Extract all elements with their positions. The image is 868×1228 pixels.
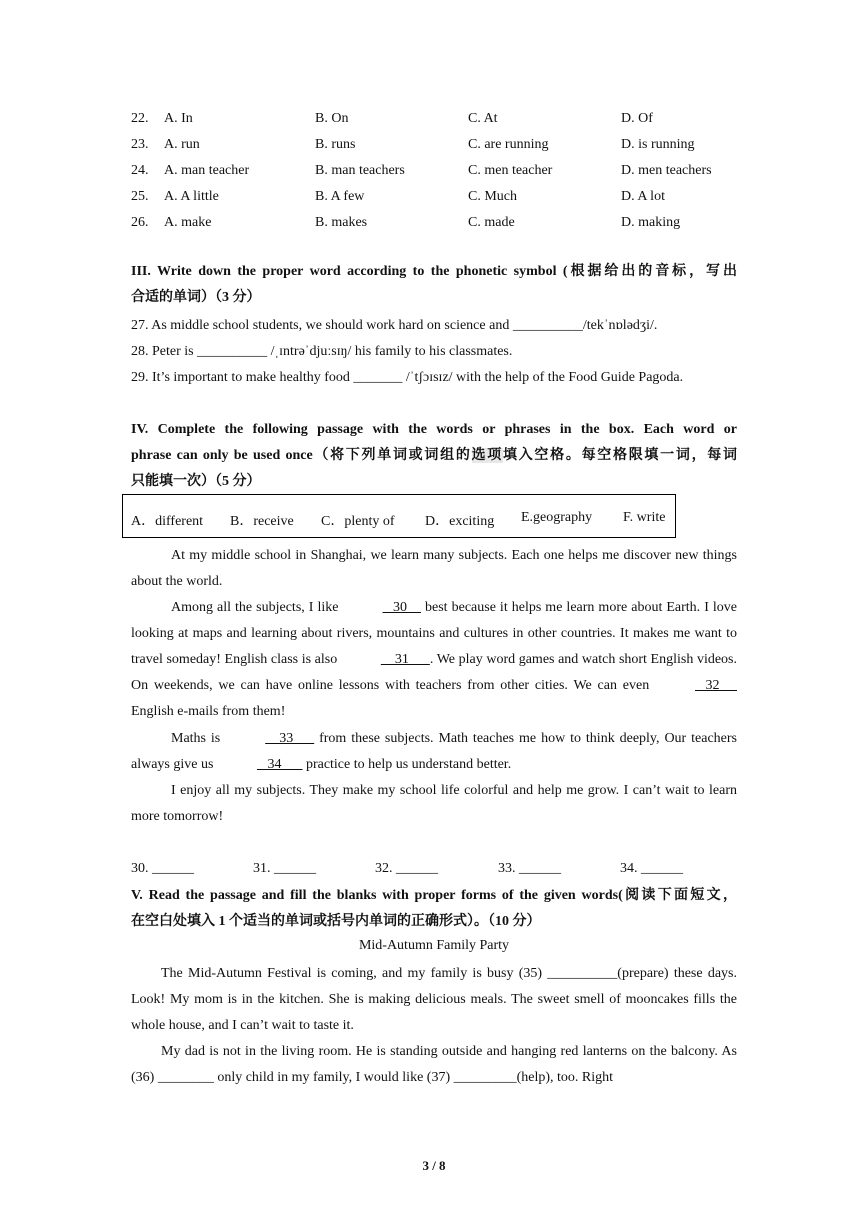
question-27: 27. As middle school students, we should work hard on science and __________/tekˈnɒlədʒi/. [131,318,658,333]
answer-blank: 34. ______ [620,861,683,876]
question-number: 22. [131,111,149,126]
passage-text: . We play word games and watch short English videos. On weekends, we can have online lessons with teachers from other cities. We can even [131,652,737,693]
passage-text: Among all the subjects, I like [171,600,343,615]
option-c: C. are running [468,137,549,152]
option-b: B. A few [315,189,365,204]
option-row [131,137,741,155]
section-4-heading-cont [131,443,737,469]
section-4-heading: IV. Complete the following passage with the words or phrases in the box. Each word or [131,422,737,437]
word-box [122,494,676,538]
option-b: B. makes [315,215,368,230]
question-number: 24. [131,163,149,178]
highlighted-text: 选项 [471,448,503,463]
question-29: 29. It’s important to make healthy food _______ /ˈtʃɔɪsɪz/ with the help of the Food Guide Pagoda. [131,370,684,385]
option-d: D. making [621,215,681,230]
passage-paragraph [131,726,737,778]
option-c: C. Much [468,189,517,204]
section-3-heading-cont: 合适的单词）（3 分） [131,290,261,305]
option-d: D. A lot [621,189,665,204]
blank-31: 31 [380,652,430,667]
heading-text: 填入空格。每空格限填一词，每词 [502,448,738,463]
answer-blank: 30. ______ [131,861,194,876]
question-number: 23. [131,137,149,152]
question-28: 28. Peter is __________ /ˌɪntrəˈdjuːsɪŋ/ his family to his classmates. [131,344,513,359]
option-c: C. made [468,215,515,230]
answer-blank: 32. ______ [375,861,438,876]
word-option: E.geography [521,510,593,525]
word-option: A．different [131,514,204,529]
question-number: 26. [131,215,149,230]
word-option: D．exciting [425,514,495,529]
section-4-heading-end: 只能填一次）（5 分） [131,474,261,489]
option-a: A. run [164,137,200,152]
option-row [131,189,741,207]
passage-paragraph: I enjoy all my subjects. They make my school life colorful and help me grow. I can’t wait to learn more tomorrow! [131,783,737,824]
option-b: B. man teachers [315,163,405,178]
option-a: A. In [164,111,193,126]
page-number: 3 / 8 [422,1158,446,1173]
section-5-heading-cont: 在空白处填入 1 个适当的单词或括号内单词的正确形式）。（10 分） [131,914,541,929]
option-d: D. men teachers [621,163,712,178]
option-b: B. runs [315,137,356,152]
blank-32: 32 [695,678,737,693]
passage-paragraph [131,595,737,725]
option-a: A. make [164,215,212,230]
option-a: A. man teacher [164,163,250,178]
answer-blank: 31. ______ [253,861,316,876]
answer-blank: 33. ______ [498,861,561,876]
passage-paragraph: The Mid-Autumn Festival is coming, and my family is busy (35) __________(prepare) these days. Look! My mom is in the kitchen. She is making delicious meals. The sweet smell of mooncakes fills the whole house, and I can’t wait to taste it. [131,966,737,1033]
word-option: C．plenty of [321,514,395,529]
option-a: A. A little [164,189,219,204]
passage-text: practice to help us understand better. [302,757,512,772]
option-row [131,163,741,181]
option-c: C. men teacher [468,163,553,178]
passage-text: English e-mails from them! [131,704,286,719]
passage-title: Mid-Autumn Family Party [358,938,510,953]
blank-30: 30 [382,600,421,615]
option-d: D. is running [621,137,695,152]
passage-paragraph: My dad is not in the living room. He is standing outside and hanging red lanterns on the balcony. As (36) ________ only child in my family, I would like (37) _________(help), too. Right [131,1044,737,1085]
word-option: F. write [623,510,666,525]
passage-text: from these subjects. Math teaches me how to think deeply, Our teachers always give us [131,731,737,772]
passage-text: best because it helps me learn more about Earth. I love looking at maps and learning about rivers, mountains and cultures in other countries. It makes me want to travel someday! English class is also [131,600,737,667]
word-option: B．receive [230,514,294,529]
blank-34: 34 [256,757,303,772]
answer-blanks [131,861,741,879]
section-3-heading: III. Write down the proper word according to the phonetic symbol (根据给出的音标，写出 [131,264,737,279]
option-row [131,111,741,129]
option-b: B. On [315,111,349,126]
option-row [131,215,741,233]
option-d: D. Of [621,111,653,126]
heading-text: phrase can only be used once（将下列单词或词组的 [131,448,472,463]
section-5-heading: V. Read the passage and fill the blanks with proper forms of the given words(阅读下面短文， [131,888,737,903]
option-c: C. At [468,111,498,126]
passage-text: Maths is [171,731,226,746]
blank-33: 33 [265,731,315,746]
passage-paragraph: At my middle school in Shanghai, we learn many subjects. Each one helps me discover new things about the world. [131,548,737,589]
question-number: 25. [131,189,149,204]
